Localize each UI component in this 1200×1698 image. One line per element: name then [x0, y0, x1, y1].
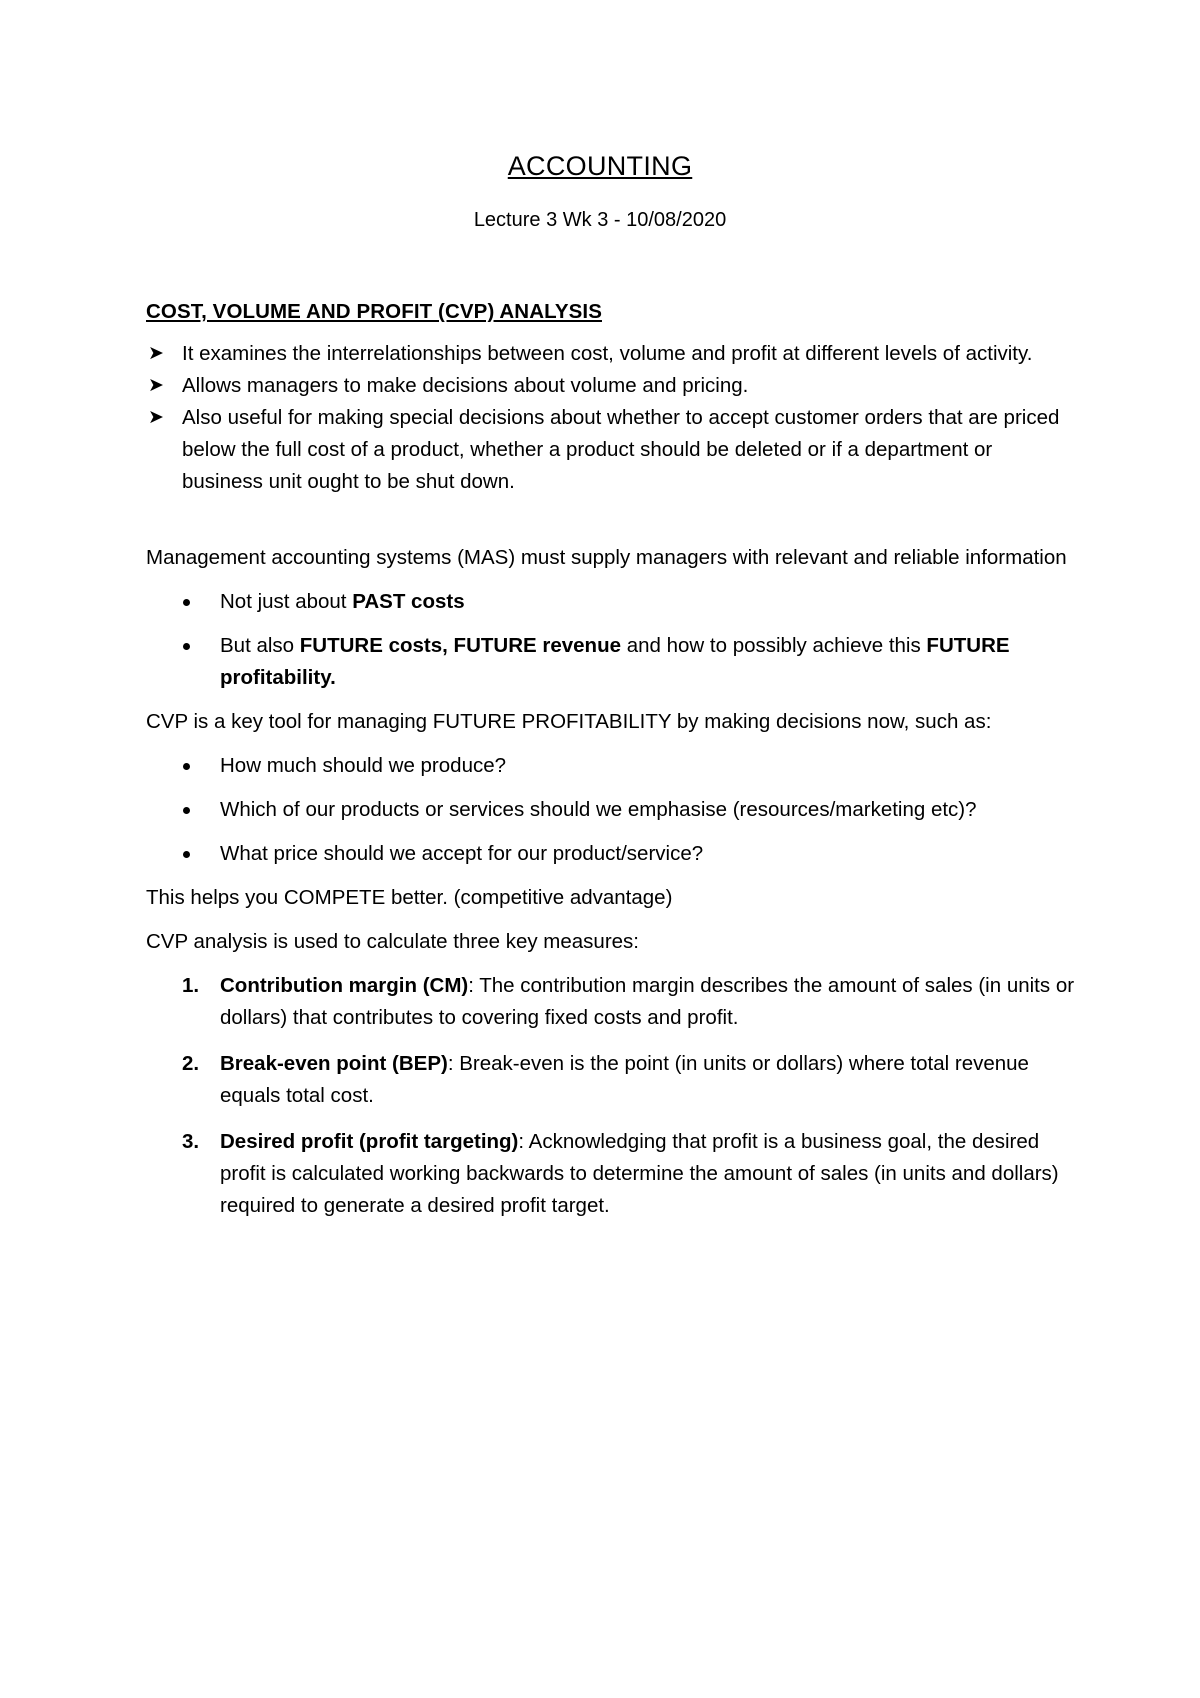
point-text: Not just about	[220, 590, 353, 613]
list-item	[146, 794, 1076, 826]
list-number: 2.	[182, 1052, 200, 1075]
bullet-dot-icon	[183, 599, 190, 606]
bullet-dot-icon	[183, 763, 190, 770]
question-text: What price should we accept for our product/service?	[220, 842, 704, 865]
section-heading-cvp: COST, VOLUME AND PROFIT (CVP) ANALYSIS	[146, 300, 602, 323]
measure-term: Break-even point (BEP)	[220, 1052, 448, 1075]
document-body	[146, 296, 1076, 1236]
list-item	[146, 370, 1076, 402]
arrow-bullet-icon: ➤	[148, 407, 164, 428]
arrow-bullet-icon: ➤	[148, 375, 164, 396]
point-emphasis: FUTURE profitability.	[220, 634, 1010, 689]
measure-term: Contribution margin (CM)	[220, 974, 469, 997]
list-item	[146, 1126, 1076, 1222]
list-number: 3.	[182, 1130, 200, 1153]
bullet-dot-icon	[183, 851, 190, 858]
measures-numbered-list	[146, 970, 1076, 1222]
measures-intro-paragraph: CVP analysis is used to calculate three key measures:	[146, 930, 640, 953]
mas-bullet-list	[146, 586, 1076, 694]
measure-definition: : The contribution margin describes the amount of sales (in units or dollars) that contributes to covering fixed costs and profit.	[220, 974, 1075, 1029]
list-item	[146, 338, 1076, 370]
point-emphasis: FUTURE costs, FUTURE revenue	[299, 634, 622, 657]
mas-intro-paragraph: Management accounting systems (MAS) must supply managers with relevant and reliable information	[146, 546, 1067, 569]
point-text: But also	[220, 634, 300, 657]
bullet-dot-icon	[183, 643, 190, 650]
document-subtitle: Lecture 3 Wk 3 - 10/08/2020	[473, 209, 727, 231]
point-text: and how to possibly achieve this	[621, 634, 927, 657]
cvp-tool-paragraph: CVP is a key tool for managing FUTURE PROFITABILITY by making decisions now, such as:	[146, 710, 992, 733]
document-title: ACCOUNTING	[507, 151, 693, 181]
list-item	[146, 630, 1076, 694]
measure-term: Desired profit (profit targeting)	[220, 1130, 519, 1153]
arrow-bullet-icon: ➤	[148, 343, 164, 364]
list-item-text: Allows managers to make decisions about volume and pricing.	[182, 374, 749, 397]
cvp-arrow-list	[146, 338, 1076, 498]
list-item-text: It examines the interrelationships between cost, volume and profit at different levels of activity.	[182, 342, 1033, 365]
list-item-text: Also useful for making special decisions about whether to accept customer orders that are priced below the full cost of a product, whether a product should be deleted or if a department or business unit ought to be shut down.	[182, 406, 1060, 493]
list-item	[146, 970, 1076, 1034]
list-item	[146, 838, 1076, 870]
measure-definition: : Break-even is the point (in units or dollars) where total revenue equals total cost.	[220, 1052, 1029, 1107]
compete-paragraph: This helps you COMPETE better. (competitive advantage)	[146, 886, 673, 909]
list-item	[146, 402, 1076, 498]
measure-definition: : Acknowledging that profit is a business goal, the desired profit is calculated working backwards to determine the amount of sales (in units and dollars) required to generate a desired profit target.	[220, 1130, 1059, 1217]
list-number: 1.	[182, 974, 200, 997]
cvp-questions-list	[146, 750, 1076, 870]
list-item	[146, 750, 1076, 782]
list-item	[146, 586, 1076, 618]
list-item	[146, 1048, 1076, 1112]
question-text: How much should we produce?	[220, 754, 507, 777]
bullet-dot-icon	[183, 807, 190, 814]
question-text: Which of our products or services should we emphasise (resources/marketing etc)?	[220, 798, 977, 821]
point-emphasis: PAST costs	[352, 590, 465, 613]
